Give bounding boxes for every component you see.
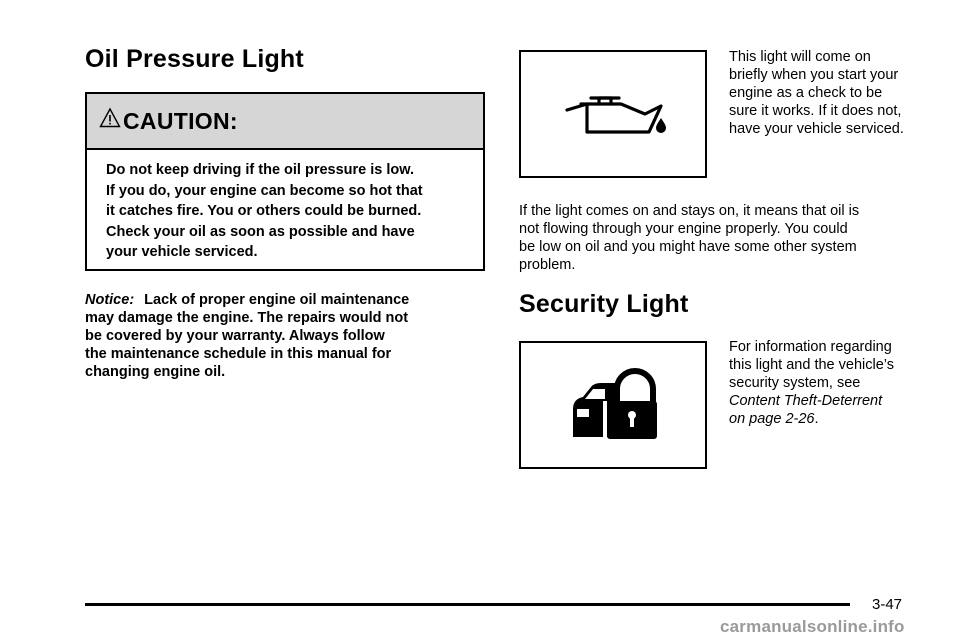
caution-line: Do not keep driving if the oil pressure is low. <box>106 162 415 178</box>
text-line: For information regarding <box>729 339 892 355</box>
caution-line: Check your oil as soon as possible and have <box>106 223 415 240</box>
notice-line: may damage the engine. The repairs would not <box>85 310 409 326</box>
page-number: 3-47 <box>872 596 903 613</box>
text-line: be low on oil and you might have some other system <box>519 239 857 255</box>
text-line: briefly when you start your <box>729 67 899 83</box>
cross-reference-link[interactable]: Content Theft-Deterrent <box>729 393 883 409</box>
notice-paragraph <box>85 291 485 381</box>
footer-rule <box>85 603 850 606</box>
text-line: have your vehicle serviced. <box>729 121 904 137</box>
oil-pressure-heading: Oil Pressure Light <box>85 45 304 73</box>
text-line: security system, see <box>729 375 861 391</box>
caution-line: your vehicle serviced. <box>106 244 258 260</box>
text-line: If the light comes on and stays on, it means that oil is <box>519 203 860 219</box>
text-line: not flowing through your engine properly. You could <box>519 221 848 237</box>
caution-text <box>87 150 483 263</box>
caution-header <box>87 94 483 150</box>
text-line: problem. <box>519 257 576 273</box>
car-padlock-icon <box>521 343 705 467</box>
notice-line: the maintenance schedule in this manual for <box>85 346 392 362</box>
security-light-icon-box <box>519 341 707 469</box>
text-line: this light and the vehicle’s <box>729 357 894 373</box>
notice-line: changing engine oil. <box>85 364 226 380</box>
text-line: This light will come on <box>729 49 871 65</box>
watermark: carmanualsonline.info <box>720 617 905 636</box>
text-line: engine as a check to be <box>729 85 883 101</box>
caution-title: CAUTION: <box>123 107 238 134</box>
caution-box <box>85 92 485 271</box>
notice-label: Notice: <box>85 292 135 308</box>
oil-can-icon <box>521 52 705 176</box>
caution-line: If you do, your engine can become so hot that <box>106 182 423 199</box>
caution-line: it catches fire. You or others could be burned. <box>106 203 422 219</box>
security-text <box>729 338 949 428</box>
notice-line: be covered by your warranty. Always follow <box>85 328 385 344</box>
oil-body-text <box>519 202 939 274</box>
text-line: sure it works. If it does not, <box>729 103 902 119</box>
period: . <box>814 411 819 427</box>
oil-light-icon-box <box>519 50 707 178</box>
warning-triangle-icon <box>99 107 121 129</box>
notice-line: Lack of proper engine oil maintenance <box>144 292 410 308</box>
cross-reference-page[interactable]: on page 2-26 <box>729 411 815 427</box>
security-light-heading: Security Light <box>519 290 689 318</box>
oil-side-text <box>729 48 949 138</box>
